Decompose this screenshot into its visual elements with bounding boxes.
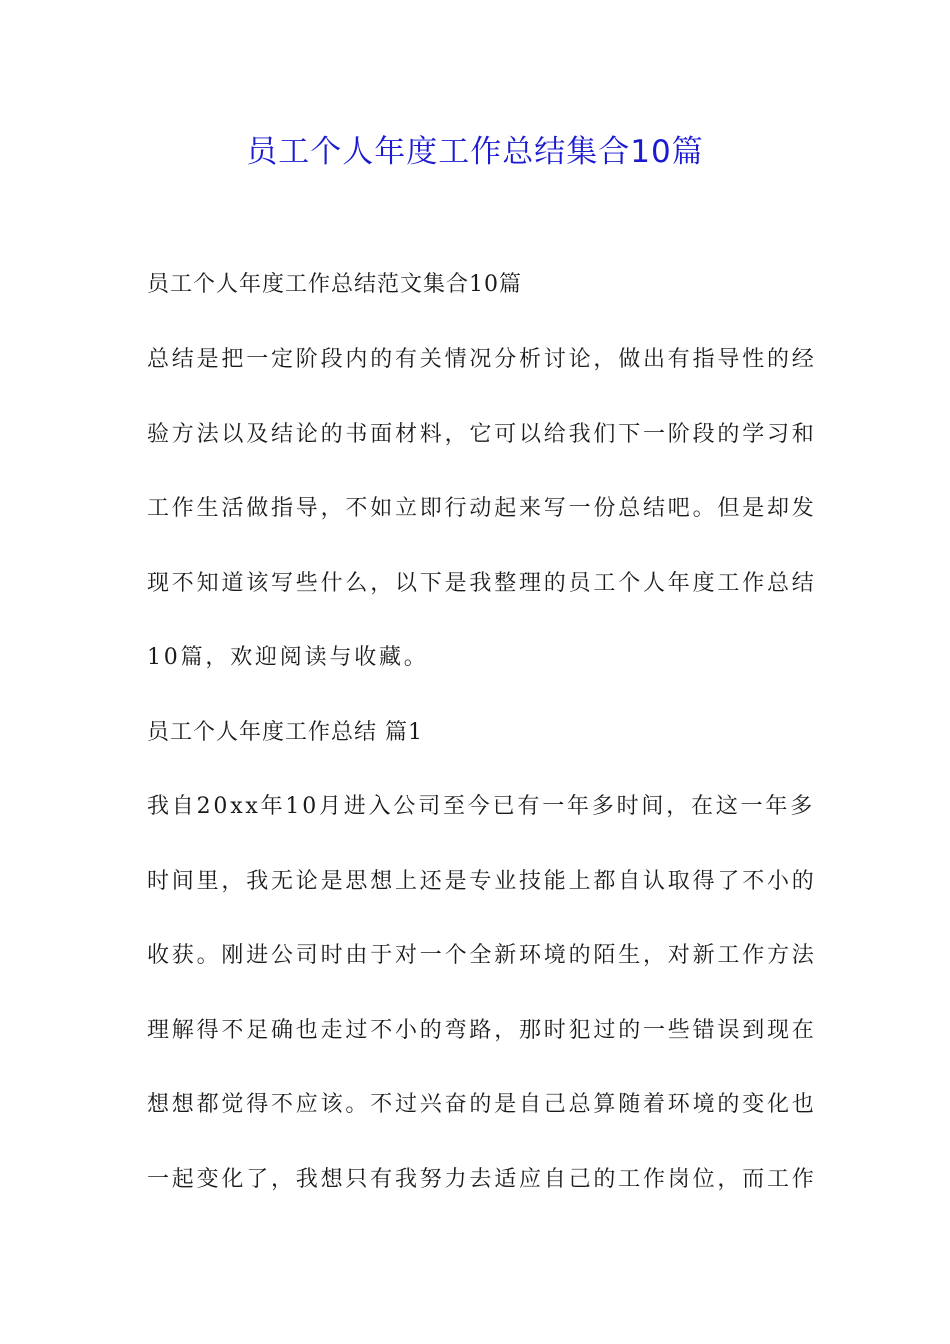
section-line: 收获。刚进公司时由于对一个全新环境的陌生，对新工作方法: [147, 943, 817, 968]
intro-line: 10篇，欢迎阅读与收藏。: [147, 645, 429, 670]
intro-line: 总结是把一定阶段内的有关情况分析讨论，做出有指导性的经: [147, 347, 817, 372]
intro-line: 验方法以及结论的书面材料，它可以给我们下一阶段的学习和: [147, 422, 817, 447]
document-title: 员工个人年度工作总结集合10篇: [246, 134, 704, 170]
section-line: 想想都觉得不应该。不过兴奋的是自己总算随着环境的变化也: [147, 1092, 817, 1117]
document-subtitle: 员工个人年度工作总结范文集合10篇: [147, 272, 522, 297]
section-line: 我自20xx年10月进入公司至今已有一年多时间，在这一年多: [147, 794, 816, 819]
section-line: 一起变化了，我想只有我努力去适应自己的工作岗位，而工作: [147, 1167, 817, 1192]
intro-line: 现不知道该写些什么，以下是我整理的员工个人年度工作总结: [147, 571, 817, 596]
section-line: 时间里，我无论是思想上还是专业技能上都自认取得了不小的: [147, 869, 817, 894]
section-heading: 员工个人年度工作总结 篇1: [147, 720, 423, 745]
section-line: 理解得不足确也走过不小的弯路，那时犯过的一些错误到现在: [147, 1018, 817, 1043]
intro-line: 工作生活做指导，不如立即行动起来写一份总结吧。但是却发: [147, 496, 817, 521]
